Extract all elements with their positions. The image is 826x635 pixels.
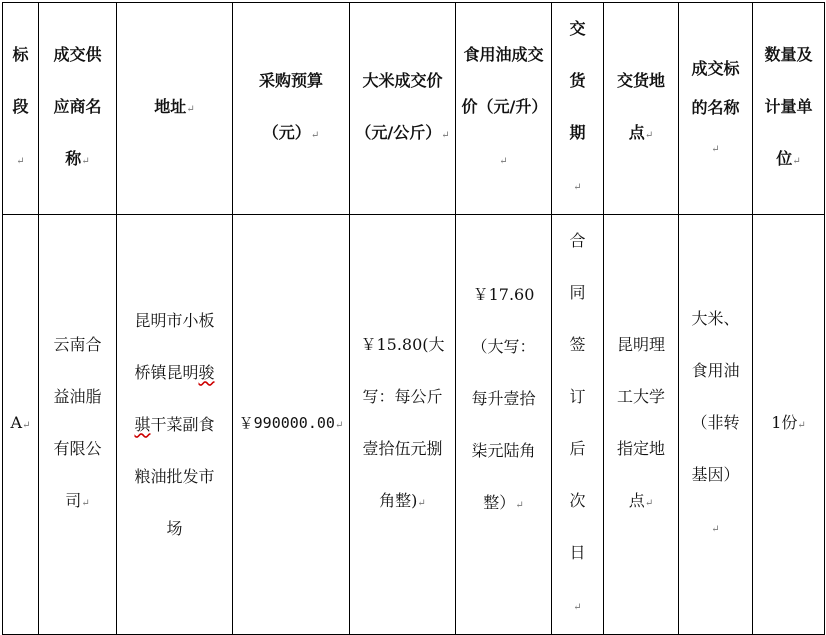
cell-budget: ￥990000.00↵ [233,215,350,635]
header-quantity: 数量及计量单位↵ [753,3,825,215]
cell-delivery-place: 昆明理工大学指定地点↵ [604,215,679,635]
cell-section: A↵ [3,215,39,635]
header-row [3,3,825,215]
header-oil-price: 食用油成交价（元/升）↵ [456,3,552,215]
spellcheck-underline: 骏骐 [134,362,215,434]
cell-supplier: 云南合益油脂有限公司↵ [39,215,117,635]
header-budget: 采购预算（元）↵ [233,3,350,215]
cell-item-name: 大米、食用油（非转基因）↵ [679,215,753,635]
cell-oil-price: ￥17.60（大写：每升壹拾柒元陆角整）↵ [456,215,552,635]
header-delivery-period: 交货期↵ [552,3,604,215]
cell-rice-price: ￥15.80(大写：每公斤壹拾伍元捌角整)↵ [350,215,456,635]
header-rice-price: 大米成交价（元/公斤）↵ [350,3,456,215]
header-section: 标段↵ [3,3,39,215]
header-item-name: 成交标的名称↵ [679,3,753,215]
cell-address: 昆明市小板桥镇昆明骏骐干菜副食粮油批发市场 [117,215,233,635]
header-delivery-place: 交货地点↵ [604,3,679,215]
table-row [3,215,825,635]
header-address: 地址↵ [117,3,233,215]
cell-delivery-period: 合同签订后次日↵ [552,215,604,635]
procurement-result-table [2,2,825,635]
header-supplier: 成交供应商名称↵ [39,3,117,215]
cell-quantity: 1份↵ [753,215,825,635]
